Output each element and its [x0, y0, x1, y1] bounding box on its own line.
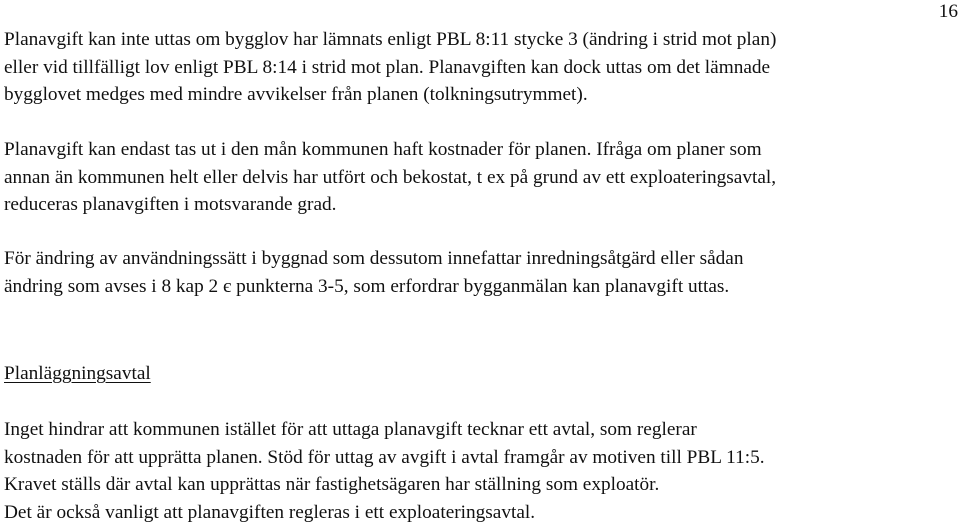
text-line: eller vid tillfälligt lov enligt PBL 8:14 i strid mot plan. Planavgiften kan dock uttas om det lämnade	[4, 56, 771, 78]
text-line: Inget hindrar att kommunen istället för att uttaga planavgift tecknar ett avtal, som reglerar	[4, 419, 697, 440]
paragraph-planlaggningsavtal	[4, 416, 958, 526]
text-line: reduceras planavgiften i motsvarande grad.	[4, 194, 337, 215]
text-line: Planavgift kan inte uttas om bygglov har lämnats enligt PBL 8:11 stycke 3 (ändring i strid mot plan)	[4, 29, 777, 50]
text-line: annan än kommunen helt eller delvis har utfört och bekostat, t ex på grund av ett exploateringsavtal,	[4, 166, 777, 188]
text-line: Kravet ställs där avtal kan upprättas när fastighetsägaren har ställning som exploatör.	[4, 474, 660, 495]
paragraph-planavgift-kostnader	[4, 136, 958, 219]
paragraph-andring-anvandningssatt	[4, 245, 958, 300]
page-number: 16	[938, 1, 958, 22]
text-line: kostnaden för att upprätta planen. Stöd för uttag av avgift i avtal framgår av motiven till PBL 11:5.	[4, 446, 765, 468]
paragraph-planavgift-bygglov	[4, 26, 958, 109]
text-line: Det är också vanligt att planavgiften regleras i ett exploateringsavtal.	[4, 501, 536, 523]
section-heading: Planläggningsavtal	[4, 363, 151, 384]
text-line: För ändring av användningssätt i byggnad som dessutom innefattar inredningsåtgärd eller sådan	[4, 248, 744, 269]
text-line: ändring som avses i 8 kap 2 є punkterna 3-5, som erfordrar bygganmälan kan planavgift uttas.	[4, 275, 730, 297]
text-line: Planavgift kan endast tas ut i den mån kommunen haft kostnader för planen. Ifråga om planer som	[4, 139, 762, 160]
text-line: bygglovet medges med mindre avvikelser från planen (tolkningsutrymmet).	[4, 84, 588, 105]
